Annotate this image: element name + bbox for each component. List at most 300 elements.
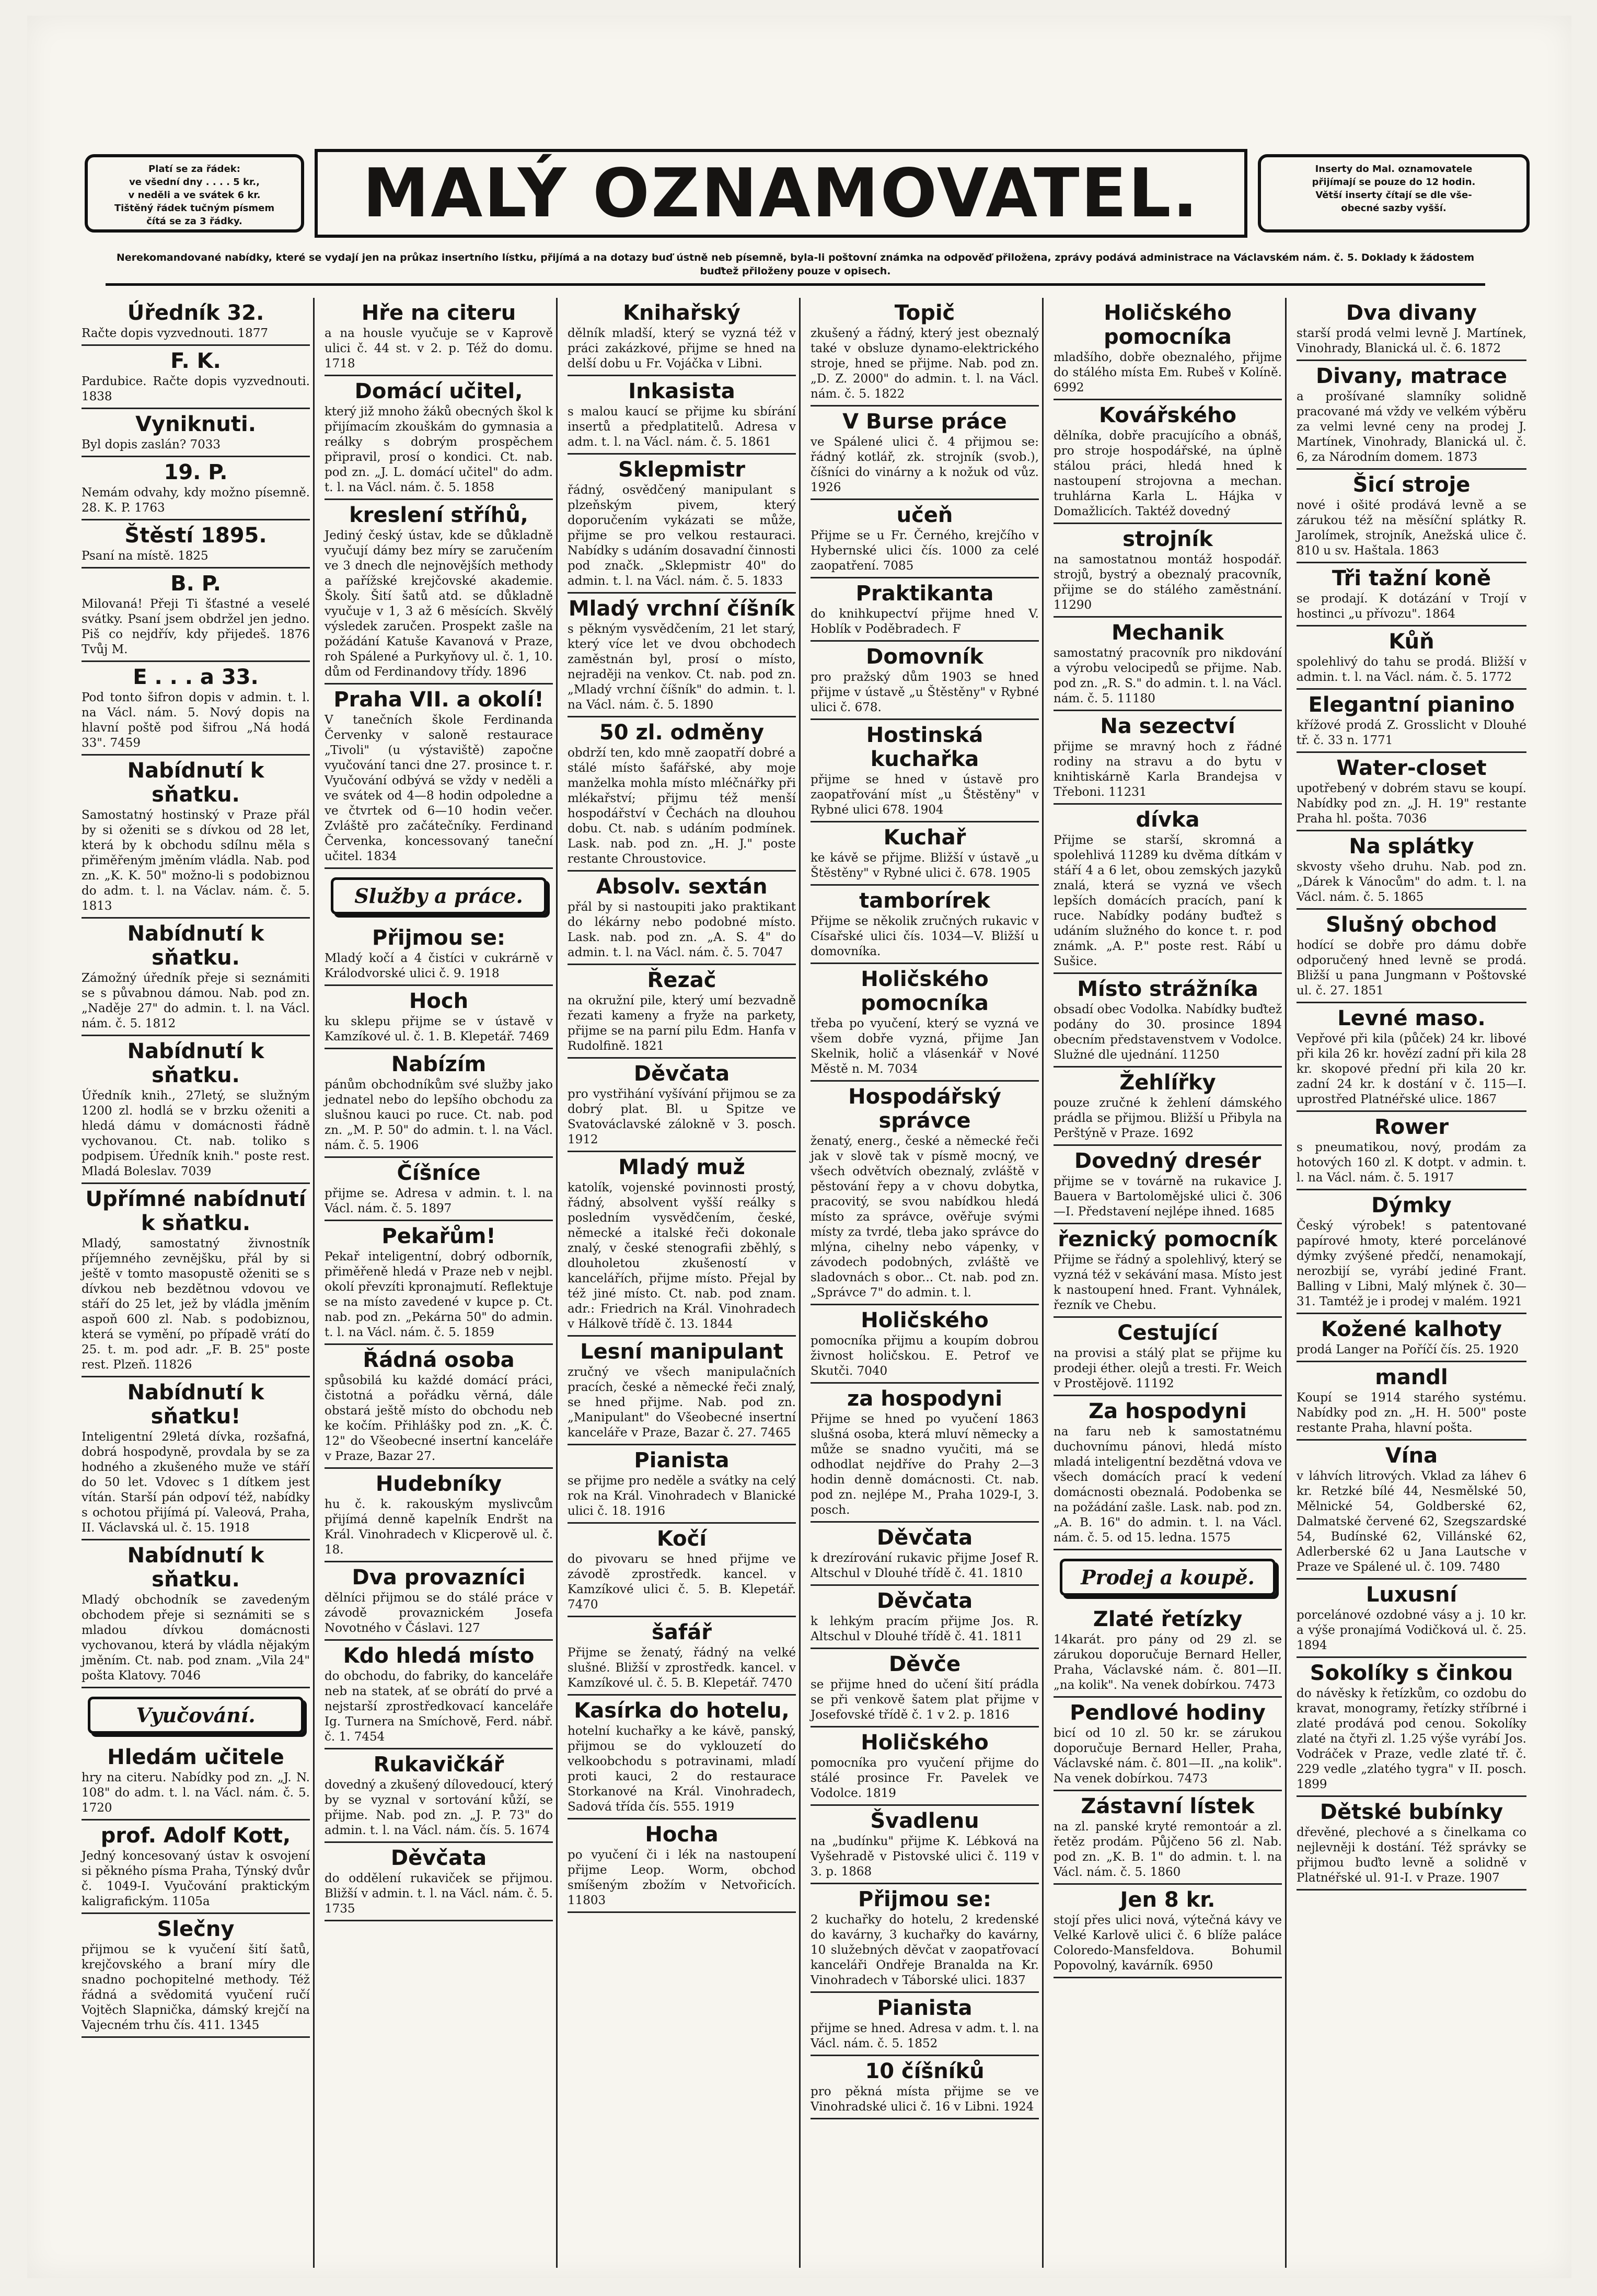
classified-ad: [325, 500, 553, 685]
classified-ad: [811, 1727, 1039, 1806]
ad-text: s pneumatikou, nový, prodám za hotových 160 zl. K dotpt. v admin. t. l. na Václ. nám. č. 5. 1917: [1297, 1141, 1526, 1185]
ad-text: dělníka, dobře pracujícího a obnáš, pro stroje hospodářské, na úplně stálou práci, hledá hned k nastoupení strojovna a mechan. truhlárna Karla L. Hájka v Domažlicích. Taktéž dovedný: [1054, 429, 1282, 518]
classified-ad: [568, 872, 796, 965]
classified-ad: [82, 1036, 310, 1184]
ad-text: na samostatnou montáž hospodář. strojů, bystrý a obeznalý pracovník, přijme se do stálého zaměstnání. 11290: [1054, 553, 1282, 612]
classified-ad: [811, 578, 1039, 642]
ad-heading: Hře na citeru: [361, 301, 516, 325]
classified-ad: [325, 1049, 553, 1158]
ad-heading: Kovářského: [1099, 403, 1236, 427]
ad-heading: Nabídnutí k sňatku.: [127, 759, 264, 807]
column-4: [807, 298, 1044, 2268]
ad-heading: Holičského pomocníka: [861, 967, 989, 1015]
ad-heading: Holičského pomocníka: [1104, 301, 1232, 349]
classified-ad: [1297, 470, 1526, 563]
ad-text: do obchodu, do fabriky, do kanceláře neb na statek, ať se obrátí do prvé a nejstarší zprostředkovací kanceláře Ig. Turnera na Smíchově, Ferd. nábř. č. 1. 7454: [325, 1669, 553, 1744]
classified-ad: [1054, 298, 1282, 400]
ad-heading: B. P.: [170, 572, 221, 596]
ad-heading: Děvčata: [390, 1846, 487, 1870]
price-line: v neděli a ve svátek 6 kr.: [128, 190, 261, 201]
ad-text: porcelánové ozdobné vásy a j. 10 kr. a výše pronajímá Vodičková ul. č. 25. 1894: [1297, 1608, 1526, 1652]
ad-text: přijme se hned. Adresa v adm. t. l. na Václ. nám. č. 5. 1852: [811, 2022, 1039, 2050]
classified-ad: [568, 298, 796, 376]
classified-ad: [82, 409, 310, 457]
column-2: [321, 298, 558, 2268]
ad-heading: Luxusní: [1365, 1583, 1457, 1607]
ad-heading: Kuchař: [883, 826, 966, 850]
classified-ad: [1054, 1698, 1282, 1791]
classified-ad: [1297, 1003, 1526, 1112]
column-5: [1050, 298, 1287, 2268]
ad-heading: Holičského: [861, 1308, 989, 1332]
ad-heading: Vyniknuti.: [135, 412, 256, 436]
classified-ad: [568, 455, 796, 594]
classified-ad: [568, 376, 796, 455]
ad-text: Jediný český ústav, kde se důkladně vyučují dámy bez míry se zaručením ve 3 dnech dle nejnovějších methody a pařížské krejčovské akademie. Školy. Šití šatů atd. se důkladně vyučuje v 1, 3 až 6 měsících. Skvělý výsledek zaručen. Prospekt zašle na požádání Katuše Kavanová v Praze, roh Spálené a Purkyňovy ul. č. 1, 10. dům od Ferdinandovy třídy. 1896: [325, 529, 553, 679]
ad-text: přijme se. Adresa v admin. t. l. na Václ. nám. č. 5. 1897: [325, 1187, 553, 1215]
ad-text: katolík, vojenské povinnosti prostý, řádný, absolvent vyšší reálky s posledním vysvědčením, české, německé a italské řeči dokonale znalý, v české stenografii zběhlý, s dlouholetou zkušeností v kancelářích, přijme místo. Přejal by též jiné místo. Ct. nab. pod znam. adr.: Friedrich na Král. Vinohradech v Hálkově třídě č. 13. 1844: [568, 1181, 796, 1331]
ad-text: 14karát. pro pány od 29 zl. se zárukou doporučuje Bernard Heller, Praha, Václavské nám. č. 801—II. „na kolik". Na venek dobírkou. 7473: [1054, 1633, 1282, 1692]
classified-ad: [82, 919, 310, 1036]
classified-ad: [568, 717, 796, 872]
classified-ad: [325, 1843, 553, 1921]
classified-ad: [811, 1523, 1039, 1586]
ad-heading: Místo strážníka: [1077, 977, 1258, 1001]
ad-heading: Vína: [1385, 1444, 1438, 1468]
classified-ad: [568, 1524, 796, 1617]
ad-text: spolehlivý do tahu se prodá. Bližší v admin. t. l. na Václ. nám. č. 5. 1772: [1297, 655, 1526, 684]
section-banner: Služby a práce.: [331, 877, 547, 914]
ad-heading: Nabídnutí k sňatku.: [127, 1544, 264, 1592]
ad-text: hu č. k. rakouským myslivcům přijímá denně kapelník Endršt na Král. Vinohradech v Klicperově ul. č. 18.: [325, 1498, 553, 1557]
ad-heading: Na splátky: [1349, 834, 1474, 859]
ad-heading: Na sezectví: [1100, 714, 1235, 738]
classified-ad: [1297, 831, 1526, 910]
ad-heading: Absolv. sextán: [596, 875, 768, 899]
ad-text: na zl. panské kryté remontoár a zl. řetěz prodám. Půjčeno 56 zl. Nab. pod zn. „K. B. 1" do admin. t. l. na Václ. nám. č. 5. 1860: [1054, 1820, 1282, 1879]
ad-heading: Sokolíky s činkou: [1310, 1661, 1513, 1685]
classified-ad: [811, 1806, 1039, 1884]
classified-ad: [1297, 298, 1526, 361]
ad-heading: Kůň: [1388, 630, 1434, 654]
ad-heading: Jen 8 kr.: [1120, 1888, 1216, 1912]
ad-text: mladšího, dobře obeznalého, přijme do stálého místa Em. Rubeš v Kolíně. 6992: [1054, 351, 1282, 395]
ad-text: Inteligentní 29letá dívka, rozšafná, dobrá hospodyně, provdala by se za hodného a zkušeného muže ve stáří do 50 let. Vdovec s 1 dítkem jest vítán. Starší pán odpoví též, nabídky s ochotou přijímá pí. Valeová, Praha, II. Václavská ul. č. 15. 1918: [82, 1430, 310, 1535]
ad-text: který již mnoho žáků obecných škol k přijímacím zkouškám do gymnasia a reálky s dobrým prospěchem připravil, prosí o kondici. Ct. nab. pod zn. „J. L. domácí učitel" do adm. t. l. na Václ. nám. č. 5. 1858: [325, 405, 553, 494]
ad-heading: E . . . a 33.: [133, 665, 259, 689]
classified-ad: [1054, 711, 1282, 805]
classified-ad: [325, 298, 553, 376]
ad-text: křížové prodá Z. Grosslicht v Dlouhé tř. č. 33 n. 1771: [1297, 718, 1526, 747]
classified-ad: [811, 642, 1039, 720]
ad-text: se přijme hned do učení šití prádla se při venkově šatem plat přijme v Josefovské třídě č. 1 v 2. p. 1816: [811, 1678, 1039, 1722]
ad-text: Pekař inteligentní, dobrý odborník, přiměřeně hledá v Praze neb v nejbl. okolí převzíti kpronajmutí. Reflektuje se na místo zavedené v kupce p. Ct. nab. pod zn. „Pekárna 50" do admin. t. l. na Václ. nám. č. 5. 1859: [325, 1250, 553, 1339]
insert-info-box: [1258, 154, 1530, 233]
ad-heading: Děvčata: [876, 1589, 973, 1613]
classified-ad: [325, 376, 553, 500]
ad-text: přijme se v továrně na rukavice J. Bauera v Bartolomějské ulici č. 306—I. Představení nejlépe ihned. 1685: [1054, 1175, 1282, 1219]
price-box: [85, 154, 304, 233]
classified-ad: [568, 1059, 796, 1152]
ad-text: ženatý, energ., české a německé řeči jak v slově tak v písmě mocný, ve všech odvětvích obeznalý, zvláště v pěstování řepy a v chovu dobytka, pracovitý, se svou nabídkou hledá místo za správce, ověřuje svými místy za tvrdé, tleba jako správce do mlýna, cihelny nebo vápenky, v závodech podobných, zvláště ve sladovnách s obor... Ct. nab. pod zn. „Správce 7" do admin. t. l.: [811, 1134, 1039, 1300]
ad-text: samostatný pracovník pro nikdování a výrobu velocipedů se přijme. Nab. pod zn. „R. S." do admin. t. l. na Václ. nám. č. 5. 11180: [1054, 646, 1282, 705]
ad-heading: Děvče: [888, 1652, 961, 1676]
ad-heading: Švadlenu: [870, 1809, 979, 1833]
notice-line: Nerekomandované nabídky, které se vydají jen na průkaz insertního lístku, přijímá a na dotazy buď ústně neb písemně, byla-li poštovní známka na odpověď přiložena, zprávy podává administrace na Václavském nám. č. 5. Doklady k žádostem buďtež přiloženy pouze v opisech.: [106, 251, 1485, 286]
ad-text: Byl dopis zaslán? 7033: [82, 438, 221, 451]
classified-ad: [1297, 1112, 1526, 1190]
classified-ad: [811, 1305, 1039, 1384]
ad-heading: řeznický pomocník: [1058, 1227, 1278, 1251]
classified-ad: [1297, 1797, 1526, 1891]
classified-ad: [82, 346, 310, 409]
ad-text: skvosty všeho druhu. Nab. pod zn. „Dárek k Vánocům" do adm. t. l. na Václ. nám. č. 5. 1865: [1297, 860, 1526, 904]
ad-heading: Dýmky: [1371, 1193, 1452, 1217]
ad-heading: Upřímné nabídnutí k sňatku.: [85, 1187, 306, 1235]
ad-heading: Přijmou se:: [372, 926, 505, 950]
ad-heading: Žehlířky: [1119, 1071, 1216, 1095]
ad-text: hotelní kuchařky a ke kávě, panský, přijmou se do vyklouzetí do velkoobchodu s potravinami, mladí proti kauci, 2 do restaurace Storkanové na Král. Vinohradech, Sadová třída čís. 555. 1919: [568, 1724, 796, 1814]
section-banner: Vyučování.: [88, 1697, 304, 1734]
ad-heading: Pianista: [877, 1996, 973, 2020]
ad-heading: Inkasista: [628, 379, 735, 403]
classified-ad: [325, 986, 553, 1049]
classified-ad: [811, 822, 1039, 886]
column-3: [564, 298, 801, 2268]
ad-text: dělník mladší, který se vyzná též v práci zakázkové, přijme se hned na delší dobu u Fr. Vojáčka v Libni.: [568, 327, 796, 370]
ad-text: přál by si nastoupiti jako praktikant do lékárny nebo podobné místo. Lask. nab. pod zn. „A. S. 4" do admin. t. l. na Václ. nám. č. 5. 7047: [568, 900, 796, 959]
classified-ad: [1054, 1604, 1282, 1698]
ad-heading: 19. P.: [164, 460, 228, 484]
ad-text: na „budínku" přijme K. Lébková na Vyšehradě v Pistovské ulici č. 119 v 3. p. 1868: [811, 1835, 1039, 1878]
masthead: [85, 144, 1530, 251]
ad-text: hry na citeru. Nabídky pod zn. „J. N. 108" do adm. t. l. na Václ. nám. č. 5. 1720: [82, 1771, 310, 1815]
classified-ad: [325, 1345, 553, 1469]
classified-ad: [325, 1469, 553, 1562]
ad-text: k drezírování rukavic přijme Josef R. Altschul v Dlouhé třídě č. 41. 1810: [811, 1551, 1039, 1580]
ad-heading: Děvčata: [876, 1526, 973, 1550]
ad-heading: Nabídnutí k sňatku.: [127, 922, 264, 970]
ad-heading: mandl: [1375, 1365, 1448, 1389]
ad-text: se prodají. K dotázání v Trojí v hostinci „u přívozu". 1864: [1297, 592, 1526, 621]
ad-heading: Holičského: [861, 1731, 989, 1755]
ad-heading: Hoch: [409, 989, 469, 1013]
ad-text: Mladý obchodník se zavedeným obchodem přeje si seznámiti se s mladou dívkou domácnosti vychovanou, která by vládla nějakým jměním. Ct. nab. pod znam. „Vila 24" pošta Klatovy. 7046: [82, 1593, 310, 1683]
ad-heading: Domovník: [866, 645, 983, 669]
ad-text: a na housle vyučuje se v Kaprově ulici č. 44 st. v 2. p. Též do domu. 1718: [325, 327, 553, 370]
classified-ad: [82, 1184, 310, 1377]
ad-text: k lehkým pracím přijme Jos. R. Altschul v Dlouhé třídě č. 41. 1811: [811, 1615, 1039, 1643]
ad-heading: dívka: [1136, 808, 1200, 832]
classified-ad: [1297, 627, 1526, 690]
ad-text: dřevěné, plechové a s činelkama co nejlevněji k dostání. Též správky se přijmou buďto levně a solidně v Platnéřské ul. 91-I. v Praze. 1907: [1297, 1826, 1526, 1885]
classified-ad: [1054, 1224, 1282, 1318]
ad-text: do návěsky k řetízkům, co ozdobu do kravat, monogramy, řetízky stříbrné i zlaté prodává pod cenou. Sokolíky zlaté na čtyři zl. 1.25 výše vyrábí Jos. Vodráček v Praze, vedle zlaté tř. č. 229 vedle „zlatého tygra" v II. posch. 1899: [1297, 1687, 1526, 1791]
ad-heading: Mladý vrchní číšník: [568, 597, 795, 621]
classified-ad: [811, 964, 1039, 1082]
ad-heading: Slušný obchod: [1326, 913, 1497, 937]
classified-ad: [325, 1641, 553, 1749]
ad-heading: 10 číšníků: [865, 2059, 985, 2083]
classified-ad: [811, 500, 1039, 578]
classified-ad: [568, 594, 796, 717]
ad-text: starší prodá velmi levně J. Martínek, Vinohrady, Blanická ul. č. 6. 1872: [1297, 327, 1526, 355]
ad-heading: šafář: [652, 1620, 712, 1644]
classified-ad: [568, 1337, 796, 1445]
classified-ad: [1297, 1580, 1526, 1658]
classified-ad: [325, 1158, 553, 1221]
page-title: MALÝ OZNAMOVATEL.: [315, 149, 1247, 238]
classified-ad: [1297, 910, 1526, 1003]
ad-heading: Tři tažní koně: [1332, 566, 1491, 590]
info-line: přijímají se pouze do 12 hodin.: [1312, 177, 1476, 188]
ad-text: obsadí obec Vodolka. Nabídky buďtež podány do 30. prosince 1894 obecním představenstvem v Vodolce. Služné dle ujednání. 11250: [1054, 1003, 1282, 1062]
ad-text: pro vystřihání vyšívání přijmou se za dobrý plat. Bl. u Spitze ve Svatováclavské zálokně v 3. posch. 1912: [568, 1087, 796, 1146]
classified-ad: [1054, 1791, 1282, 1885]
ad-text: Vepřové při kila (půček) 24 kr. libové při kila 26 kr. hovězí zadní při kila 28 kr. skopové přední při kila 20 kr. zadní 24 kr. k dostání v č. 115—I. uprostřed Platnéřské ulice. 1867: [1297, 1032, 1526, 1106]
ad-heading: Rukavičkář: [373, 1753, 504, 1777]
ad-text: hodící se dobře pro dámu dobře odporučený hned levně se prodá. Bližší u pana Jungmann v Poštovské ul. č. 27. 1851: [1297, 938, 1526, 998]
ad-text: Přijme se několik zručných rukavic v Císařské ulici čís. 1034—V. Bližší u domovníka.: [811, 914, 1039, 958]
ad-text: na okružní pile, který umí bezvadně řezati kameny a fryže na parkety, přijme se na parní pilu Edm. Hanfa v Rudolfině. 1821: [568, 994, 796, 1053]
ad-heading: Topič: [894, 301, 955, 325]
ad-text: Račte dopis vyzvednouti. 1877: [82, 327, 269, 340]
ad-heading: Knihařský: [623, 301, 740, 325]
ad-heading: Elegantní pianino: [1308, 693, 1515, 717]
classified-ad: [568, 1445, 796, 1524]
classified-ad: [325, 1749, 553, 1843]
ad-heading: Kdo hledá místo: [343, 1644, 535, 1668]
classified-ad: [811, 1082, 1039, 1305]
classified-ad: [1054, 400, 1282, 524]
classified-ad: [1297, 1190, 1526, 1314]
ad-text: Zámožný úředník přeje si seznámiti se s půvabnou dámou. Nab. pod zn. „Naděje 27" do admin. t. l. na Václ. nám. č. 5. 1812: [82, 971, 310, 1030]
classified-ad: [82, 756, 310, 919]
newspaper-page: [27, 16, 1571, 2278]
ad-text: zručný ve všech manipulačních pracích, české a německé řeči znalý, se hned přijme. Nab. pod zn. „Manipulant" do Všeobecné insertní kanceláře v Praze, Bazar č. 27. 7465: [568, 1365, 796, 1440]
classified-ad: [82, 520, 310, 569]
section-banner: Prodej a koupě.: [1060, 1559, 1276, 1596]
ad-heading: Hudebníky: [375, 1472, 502, 1496]
ad-text: pro pěkná místa přijme se ve Vinohradské ulici č. 16 v Libni. 1924: [811, 2085, 1039, 2114]
ad-heading: Domácí učitel,: [354, 379, 523, 403]
ad-text: pro pražský dům 1903 se hned přijme v ústavě „u Štěstěny" v Rybné ulici č. 678.: [811, 670, 1039, 714]
classified-ad: [82, 569, 310, 662]
classified-ad: [1054, 1885, 1282, 1978]
ad-text: ke kávě se přijme. Bližší v ústavě „u Štěstěny" v Rybné ulici č. 678. 1905: [811, 851, 1039, 880]
ad-text: pánům obchodníkům své služby jako jednatel nebo do lepšího obchodu za slušnou kauci po ruce. Ct. nab. pod zn. „M. P. 50" do admin. t. l. na Václ. nám. č. 5. 1906: [325, 1078, 553, 1152]
ad-text: Samostatný hostinský v Praze přál by si oženiti se s dívkou od 28 let, která by k obchodu sdílnu měla s přiměřeným jměním vládla. Nab. pod zn. „K. K. 50" možno-li s podobiznou do adm. t. l. na Václav. nám. č. 5. 1813: [82, 808, 310, 913]
classified-ad: [811, 407, 1039, 500]
ad-heading: Rower: [1374, 1115, 1449, 1139]
ad-heading: F. K.: [170, 349, 221, 373]
classified-ad: [1297, 690, 1526, 753]
ad-heading: Hocha: [645, 1823, 719, 1847]
ad-text: do oddělení rukaviček se přijmou. Bližší v admin. t. l. na Václ. nám. č. 5. 1735: [325, 1872, 553, 1916]
classified-ad: [1297, 1658, 1526, 1797]
classified-ad: [82, 662, 310, 756]
ad-heading: Úředník 32.: [127, 301, 264, 325]
ad-text: po vyučení či i lék na nastoupení přijme Leop. Worm, obchod smíšeným zbožím v Netvořicích. 11803: [568, 1848, 796, 1907]
classified-ad: [568, 1819, 796, 1913]
ad-text: Pardubice. Račte dopis vyzvednouti. 1838: [82, 375, 310, 403]
column-1: [78, 298, 315, 2268]
ad-text: Psaní na místě. 1825: [82, 549, 209, 563]
classified-ad: [811, 720, 1039, 822]
price-line: ve všední dny . . . . 5 kr.,: [129, 177, 260, 188]
ad-text: v láhvích litrových. Vklad za láhev 6 kr. Retzké bílé 44, Nesmělské 50, Mělnické 54, Goldberské 62, Dalmatské červené 62, Szegszardské 54, Budínské 62, Villánské 62, Adlerberské 62 u Jana Lautsche v Praze ve Spálené ul. č. 109. 7480: [1297, 1469, 1526, 1574]
classified-ad: [1297, 1441, 1526, 1580]
classified-ad: [811, 1993, 1039, 2056]
classified-ad: [82, 1742, 310, 1820]
ad-heading: Kasírka do hotelu,: [574, 1699, 790, 1723]
ad-heading: Pendlové hodiny: [1070, 1701, 1266, 1725]
ad-text: nové i ošité prodává levně a se zárukou též na měsíční splátky R. Jarolímek, strojník, Anežská ulice č. 810 u sv. Haštala. 1863: [1297, 498, 1526, 558]
column-6: [1293, 298, 1530, 2268]
ad-heading: Dovedný dresér: [1074, 1149, 1262, 1173]
ad-heading: strojník: [1122, 527, 1213, 551]
classified-ad: [811, 886, 1039, 964]
classified-ad: [82, 298, 310, 346]
ad-text: pouze zručné k žehlení dámského prádla se přijmou. Bližší u Přibyla na Perštýně v Praze. 1692: [1054, 1096, 1282, 1140]
ad-text: do knihkupectví přijme hned V. Hoblík v Poděbradech. F: [811, 607, 1039, 636]
classified-ad: [325, 1221, 553, 1345]
ad-text: 2 kuchařky do hotelu, 2 kredenské do kavárny, 3 kuchařky do kavárny, 10 služebných děvčat v zaopatřovací kanceláři Ondřeje Branalda na Kr. Vinohradech v Táborské ulici. 1837: [811, 1913, 1039, 1987]
classified-ad: [811, 2056, 1039, 2119]
ad-text: pomocníka přijmu a koupím dobrou živnost holičskou. E. Petrof ve Skutči. 7040: [811, 1334, 1039, 1378]
ad-heading: Přijmou se:: [858, 1887, 991, 1911]
classified-ad: [568, 1152, 796, 1337]
ad-text: Mladý, samostatný živnostník příjemného zevnějšku, přál by si ještě v tomto masopustě oženiti se s dívkou neb bezdětnou vdovou ve stáří do 25 let, jež by vládla jměním aspoň 600 zl. Nab. s podobiznou, která se vymění, po případě vrátí do 25. t. m. pod adr. „F. B. 25" poste rest. Plzeň. 11826: [82, 1237, 310, 1372]
ad-heading: Mechanik: [1112, 621, 1224, 645]
classified-ad: [1297, 563, 1526, 627]
info-line: obecné sazby vyšší.: [1341, 203, 1446, 214]
classified-ad: [568, 1696, 796, 1819]
ad-heading: Levné maso.: [1337, 1006, 1486, 1030]
ad-text: na faru neb k samostatnému duchovnímu pánovi, hledá místo mladá inteligentní bezdětná vdova ve všech domácích prací k vedení domácnosti obeznalá. Podobenka se na požádání zašle. Lask. nab. pod zn. „A. B. 16" do admin. t. l. na Václ. nám. č. 5. od 15. ledna. 1575: [1054, 1425, 1282, 1545]
ad-heading: Nabízím: [391, 1052, 487, 1076]
columns: [78, 298, 1536, 2268]
ad-heading: Za hospodyni: [1089, 1399, 1247, 1423]
classified-ad: [811, 1649, 1039, 1727]
ad-text: s pěkným vysvědčením, 21 let starý, který více let ve dvou obchodech zaměstnán byl, prosí o místo, nejraději na venkov. Ct. nab. pod zn. „Mladý vrchní číšník" do admin. t. l. na Václ. nám. č. 5. 1890: [568, 622, 796, 712]
info-line: Inserty do Mal. oznamovatele: [1315, 164, 1473, 175]
ad-text: třeba po vyučení, který se vyzná ve všem dobře vyzná, přijme Jan Skelnik, holič a vlásenkář v Nové Městě n. M. 7034: [811, 1017, 1039, 1076]
ad-heading: Zástavní lístek: [1081, 1794, 1255, 1818]
ad-heading: Pekařům!: [381, 1224, 496, 1248]
ad-heading: Mladý muž: [618, 1155, 745, 1179]
classified-ad: [811, 1384, 1039, 1523]
ad-heading: Číšníce: [397, 1161, 481, 1185]
ad-heading: Water-closet: [1336, 756, 1487, 780]
ad-text: Nemám odvahy, kdy možno písemně. 28. K. P. 1763: [82, 486, 310, 515]
ad-heading: Děvčata: [633, 1062, 730, 1086]
ad-heading: učeň: [896, 503, 953, 527]
ad-text: spůsobilá ku každé domácí práci, čistotná a pořádku věrná, dále obstará ještě místo do obchodu neb ke kočím. Přihlášky pod zn. „K. Č. 12" do Všeobecné insertní kanceláře v Praze, Bazar 27.: [325, 1374, 553, 1463]
ad-text: zkušený a řádný, který jest obeznalý také v obsluze dynamo-elektrického stroje, hned se přijme. Nab. pod zn. „D. Z. 2000" do admin. t. l. na Václ. nám. č. 5. 1822: [811, 327, 1039, 401]
ad-text: Přijme se hned po vyučení 1863 slušná osoba, která mluví německy a může se snadno vyučiti, má se odhodlat nejdříve do Prahy 2—3 hodin denně domácnosti. Ct. nab. pod zn. nejlépe M., Praha 1029-I, 3. posch.: [811, 1412, 1039, 1517]
ad-heading: Řádná osoba: [363, 1348, 515, 1372]
ad-text: Přijme se u Fr. Černého, krejčího v Hybernské ulici čís. 1000 za celé zaopatření. 7085: [811, 529, 1039, 573]
ad-heading: Dětské bubínky: [1320, 1800, 1503, 1824]
ad-heading: Lesní manipulant: [580, 1340, 783, 1364]
ad-heading: tamborírek: [859, 889, 990, 913]
ad-text: dovedný a zkušený dílovedoucí, který by se vyznal v sortování kůží, se přijme. Nab. pod zn. „J. P. 73" do admin. t. l. na Václ. nám. čís. 5. 1674: [325, 1778, 553, 1837]
classified-ad: [1054, 1318, 1282, 1396]
ad-text: bicí od 10 zl. 50 kr. se zárukou doporučuje Bernard Heller, Praha, Václavské nám. č. 801—II. „na kolik". Na venek dobírkou. 7473: [1054, 1726, 1282, 1785]
ad-heading: Nabídnutí k sňatku!: [127, 1381, 264, 1429]
price-line: Platí se za řádek:: [148, 164, 240, 175]
ad-heading: Šicí stroje: [1352, 473, 1471, 497]
ad-heading: Řezač: [647, 968, 716, 992]
ad-text: Mladý kočí a 4 čistíci v cukrárně v Králodvorské ulici č. 9. 1918: [325, 952, 553, 980]
ad-text: Jedný koncesovaný ústav k osvojení si pěkného písma Praha, Týnský dvůr č. 1049-I. Vyučování praktickým kaligrafickým. 1105a: [82, 1849, 310, 1908]
ad-heading: Nabídnutí k sňatku.: [127, 1039, 264, 1087]
ad-text: Přijme se řádný a spolehlivý, který se vyzná též v sekávání masa. Místo jest k nastoupení hned. Frant. Vyhnálek, řezník ve Chebu.: [1054, 1253, 1282, 1312]
classified-ad: [1054, 974, 1282, 1068]
ad-text: ku sklepu přijme se v ústavě v Kamzíkové ul. č. 1. B. Klepetář. 7469: [325, 1015, 553, 1043]
ad-heading: V Burse práce: [842, 410, 1007, 434]
info-line: Větší inserty čítají se dle vše-: [1315, 190, 1472, 201]
classified-ad: [1297, 361, 1526, 470]
classified-ad: [82, 1540, 310, 1688]
classified-ad: [1297, 753, 1526, 831]
classified-ad: [1054, 1396, 1282, 1550]
price-line: čítá se za 3 řádky.: [146, 216, 242, 227]
ad-text: řádný, osvědčený manipulant s plzeňským pivem, který doporučením vykázati se může, přijme se pro velkou restauraci. Nabídky s udáním dosavadní činnosti pod značk. „Sklepmistr 40" do admin. t. l. na Václ. nám. č. 5. 1833: [568, 483, 796, 588]
ad-text: přijme se mravný hoch z řádné rodiny na stravu a do bytu v knihtiskárně Karla Brandejsa v Třeboni. 11231: [1054, 740, 1282, 799]
ad-heading: Zlaté řetízky: [1093, 1607, 1243, 1631]
classified-ad: [1054, 805, 1282, 974]
ad-text: dělníci přijmou se do stálé práce v závodě provaznickém Josefa Novotného v Čáslavi. 127: [325, 1591, 553, 1635]
ad-heading: Dva provazníci: [352, 1566, 526, 1590]
classified-ad: [1297, 1314, 1526, 1362]
ad-heading: Hostinská kuchařka: [866, 723, 983, 771]
classified-ad: [82, 1820, 310, 1914]
ad-text: Úředník knih., 27letý, se služným 1200 zl. hodlá se v brzku oženiti a hledá dámu v domácnosti řádně vychovanou. Ct. nab. toliko s podpisem. Úředník knih." poste rest. Mladá Boleslav. 7039: [82, 1089, 310, 1178]
ad-text: Pod tonto šifron dopis v admin. t. l. na Václ. nám. 5. Nový dopis na hlavní poště pod šifrou „Ná hodá 33". 7459: [82, 691, 310, 750]
ad-heading: Kočí: [656, 1527, 707, 1551]
classified-ad: [811, 298, 1039, 407]
classified-ad: [568, 965, 796, 1059]
ad-text: přijmou se k vyučení šití šatů, krejčovského a braní míry dle snadno pochopitelné methody. Též řádná a svědomitá vyučení ručí Vojtěch Slapnička, dámský krejčí na Vajecném trhu čís. 411. 1345: [82, 1943, 310, 2032]
ad-text: upotřebený v dobrém stavu se koupí. Nabídky pod zn. „J. H. 19" restante Praha hl. pošta. 7036: [1297, 782, 1526, 826]
ad-heading: Divany, matrace: [1316, 364, 1507, 388]
classified-ad: [325, 1562, 553, 1641]
ad-text: Koupí se 1914 starého systému. Nabídky pod zn. „H. H. 500" poste restante Praha, hlavní pošta.: [1297, 1391, 1526, 1435]
ad-heading: 50 zl. odměny: [599, 721, 765, 745]
ad-text: Přijme se ženatý, řádný na velké slušné. Bližší v zprostředk. kancel. v Kamzíkové ul. č. 5. B. Klepetář. 7470: [568, 1646, 796, 1690]
ad-text: ve Spálené ulici č. 4 přijmou se: řádný kotlář, zk. strojník (svob.), číšníci do vinárny a k nožuk od vůz. 1926: [811, 435, 1039, 494]
ad-heading: Cestující: [1117, 1321, 1218, 1345]
classified-ad: [568, 1617, 796, 1696]
ad-heading: Praktikanta: [855, 582, 994, 606]
ad-text: Český výrobek! s patentované papírové hmoty, které porcelánové dýmky zvýšené předčí, nenamokají, nerozbijí se, vyrábí jediné Frant. Balling v Libni, Malý mlýnek č. 30—31. Tamtéž je i prodej v malém. 1921: [1297, 1219, 1526, 1308]
classified-ad: [811, 1884, 1039, 1993]
classified-ad: [82, 1377, 310, 1540]
classified-ad: [325, 923, 553, 986]
classified-ad: [1054, 1068, 1282, 1146]
ad-text: obdrží ten, kdo mně zaopatří dobré a stálé místo šafářské, aby moje manželka mohla místo mléčnářky při mlékařství; přijmu též menší hospodářství v Čechách na dlouhou dobu. Ct. nab. s udáním podmínek. Lask. nab. pod zn. „H. J." poste restante Chroustovice.: [568, 746, 796, 866]
ad-text: a prošívané slamníky solidně pracované má vždy ve velkém výběru za velmi levné ceny na prodej J. Martínek, Vinohrady, Blanická ul. č. 6, za Národním domem. 1873: [1297, 390, 1526, 464]
classified-ad: [811, 1586, 1039, 1649]
classified-ad: [82, 457, 310, 520]
ad-heading: za hospodyni: [847, 1387, 1002, 1411]
classified-ad: [1054, 618, 1282, 711]
ad-heading: Slečny: [157, 1917, 235, 1941]
classified-ad: [82, 1914, 310, 2038]
classified-ad: [325, 685, 553, 869]
